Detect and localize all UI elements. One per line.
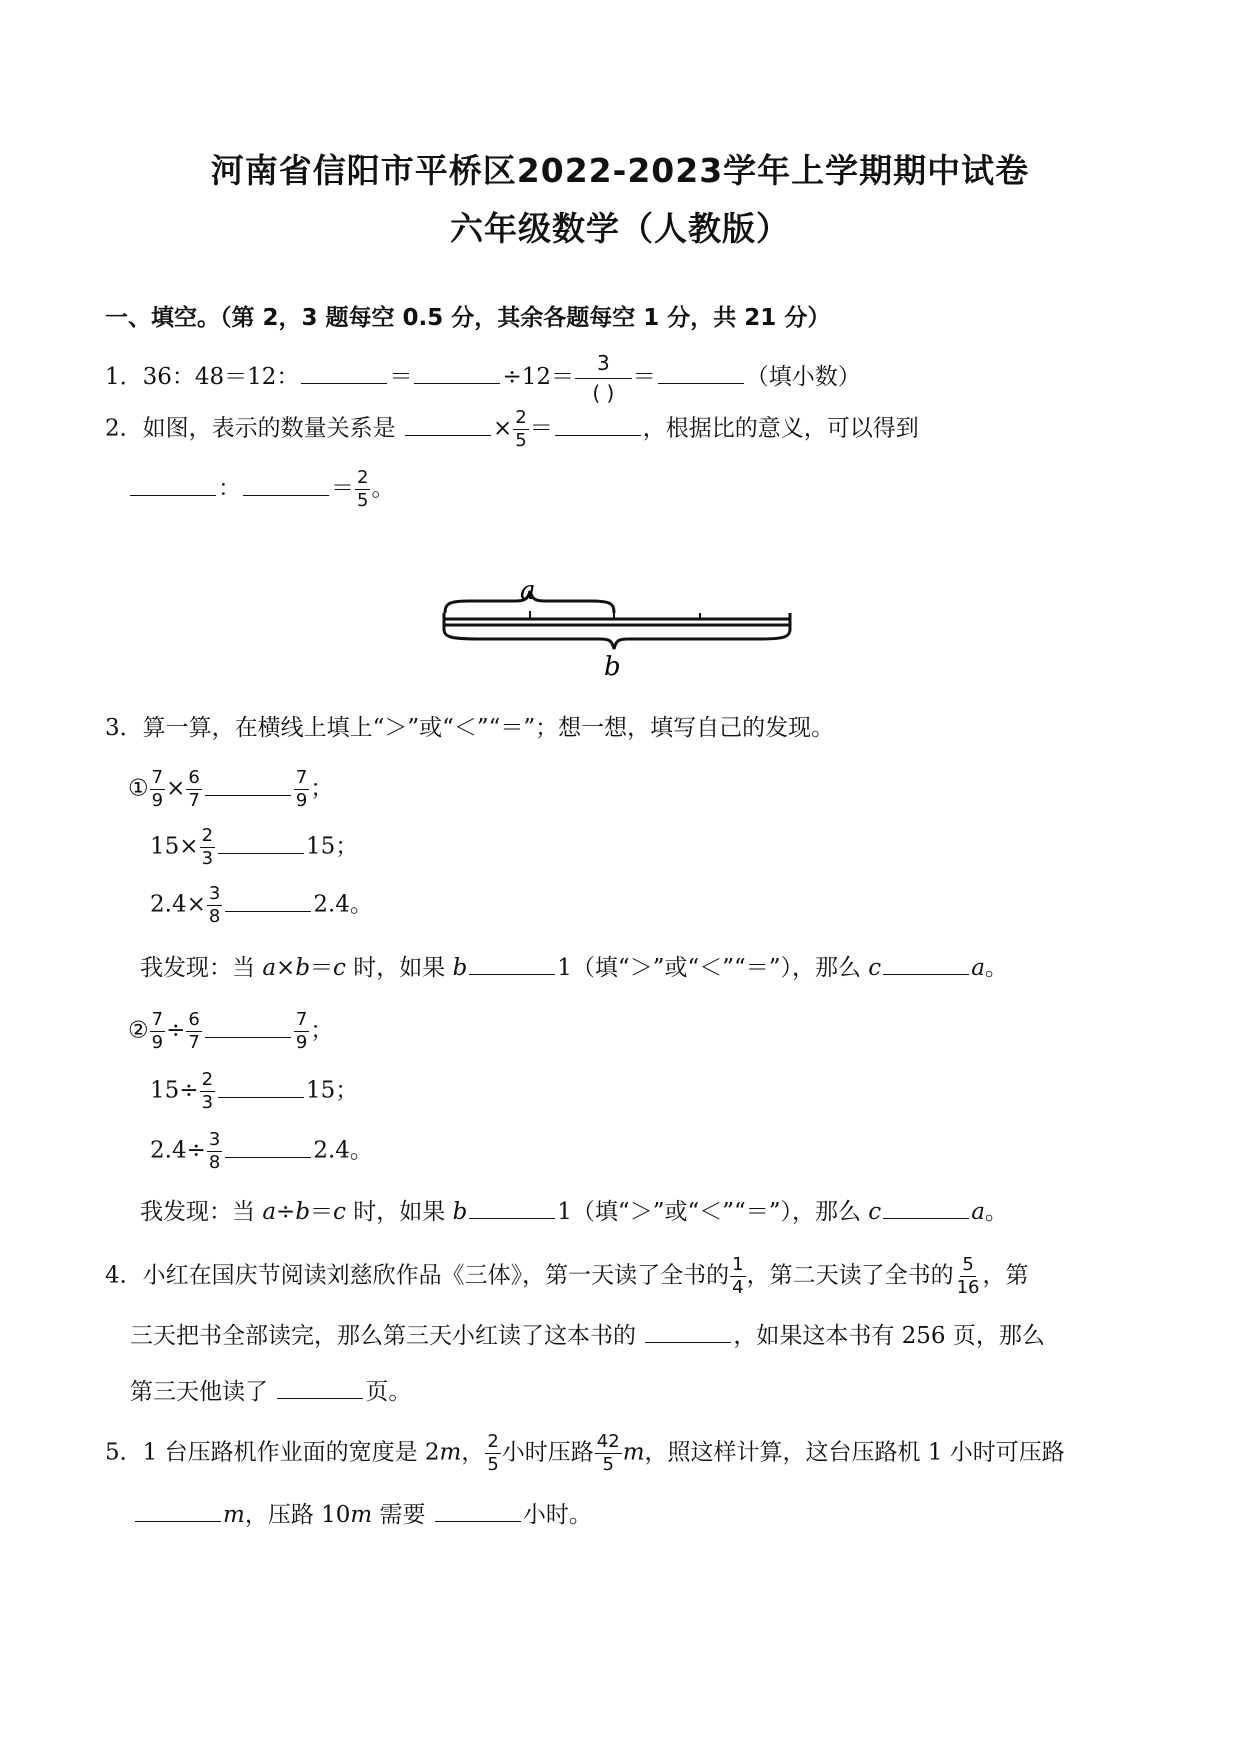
times-sign: × <box>276 955 296 981</box>
q3-r3-blank[interactable] <box>225 885 311 912</box>
frac-num: 7 <box>295 767 308 788</box>
q3-r6-frac <box>207 1130 222 1173</box>
q4-blank-1[interactable] <box>645 1316 731 1343</box>
frac-num: 3 <box>208 1129 221 1150</box>
q3-r1-frac-b <box>186 768 201 811</box>
div-sign: ÷ <box>179 1077 199 1104</box>
var-c: c <box>333 955 346 981</box>
frac-num: 1 <box>732 1254 744 1275</box>
q4-line2-text-a: 三天把书全部读完，那么第三天小红读了这本书的 <box>130 1323 636 1349</box>
q5-line2-text-c: 小时。 <box>522 1502 592 1528</box>
q3-r5-blank[interactable] <box>218 1071 304 1098</box>
q2-line2-end: 。 <box>371 475 395 502</box>
finding-when: 时，如果 <box>345 1199 453 1225</box>
number-15: 15 <box>306 1077 336 1104</box>
frac-den: 3 <box>201 848 214 869</box>
q4-line2-text-b: ，如果这本书有 256 页，那么 <box>733 1323 1045 1349</box>
q3-r4-frac-a <box>150 1010 165 1053</box>
frac-num: 6 <box>188 1009 200 1030</box>
frac-num: 2 <box>201 1069 214 1090</box>
q1-lead: 1．36：48＝12： <box>105 364 300 390</box>
q3-r2-frac <box>200 826 215 869</box>
q3-r1-frac-c <box>294 768 309 811</box>
finding-when: 时，如果 <box>345 955 453 981</box>
section-heading: 一、填空。（第 2，3 题每空 0.5 分，其余各题每空 1 分，共 21 分） <box>105 305 831 331</box>
semicolon: ； <box>310 775 334 802</box>
question-5 <box>105 1432 1065 1475</box>
q4-line1-text-a: 4．小红在国庆节阅读刘慈欣作品《三体》，第一天读了全书的 <box>105 1262 730 1289</box>
q4-frac-5-16 <box>955 1255 982 1298</box>
q2-line2-frac-den: 5 <box>357 490 369 511</box>
unit-m: m <box>622 1439 645 1466</box>
q3-finding2-blank-1[interactable] <box>469 1192 555 1219</box>
q3-finding2-blank-2[interactable] <box>883 1192 969 1219</box>
q3-finding-1 <box>140 948 1008 986</box>
segment-diagram <box>440 585 800 685</box>
frac-num: 2 <box>487 1431 499 1452</box>
frac-den: 5 <box>487 1454 499 1475</box>
q1-blank-2[interactable] <box>414 357 500 384</box>
div-sign: ÷ <box>276 1199 296 1225</box>
q4-frac-1-4 <box>730 1255 745 1298</box>
q2-blank-1[interactable] <box>405 409 491 436</box>
q3-finding1-blank-1[interactable] <box>469 948 555 975</box>
frac-den: 7 <box>188 790 200 811</box>
q2-fraction <box>513 408 528 451</box>
q3-part1-mark: ① <box>128 775 149 802</box>
q1-blank-3[interactable] <box>658 357 744 384</box>
q2-eq: ＝ <box>529 415 553 442</box>
finding-lead: 我发现：当 <box>140 955 263 981</box>
var-b: b <box>295 955 311 981</box>
q4-blank-2[interactable] <box>277 1372 363 1399</box>
q3-r1-blank[interactable] <box>205 769 291 796</box>
q3-part2-row3 <box>150 1130 373 1173</box>
q1-frac-num: 3 <box>575 350 632 379</box>
question-1 <box>105 350 861 406</box>
q2-line2-eq: ＝ <box>331 475 354 502</box>
brace-b <box>444 629 790 649</box>
q4-line3-text-b: 页。 <box>365 1379 412 1405</box>
q1-eq1: ＝ <box>389 364 413 390</box>
frac-num: 7 <box>151 1009 164 1030</box>
frac-den: 9 <box>295 1032 308 1053</box>
var-c: c <box>868 1199 882 1225</box>
q3-finding1-blank-2[interactable] <box>883 948 969 975</box>
var-c: c <box>868 955 882 981</box>
frac-num: 6 <box>188 767 200 788</box>
times-sign: × <box>166 775 186 802</box>
period: 。 <box>984 955 1008 981</box>
frac-den: 9 <box>151 1032 164 1053</box>
q1-tail: （填小数） <box>745 364 861 390</box>
equals-sign: ＝ <box>310 1199 334 1225</box>
q3-r4-blank[interactable] <box>205 1011 291 1038</box>
question-2-line2 <box>128 468 394 511</box>
times-sign: × <box>179 833 199 860</box>
q2-frac-num: 2 <box>515 407 527 428</box>
number-15: 15 <box>306 833 336 860</box>
q1-frac-den[interactable]: ( ) <box>592 381 615 405</box>
q3-part2-mark: ② <box>128 1017 149 1044</box>
q3-r3-frac <box>207 884 222 927</box>
q3-r2-blank[interactable] <box>218 827 304 854</box>
number-2-4: 2.4 <box>150 1137 187 1164</box>
page-subtitle: 六年级数学（人教版） <box>450 209 790 248</box>
var-a: a <box>262 1199 277 1225</box>
frac-num: 5 <box>962 1254 974 1275</box>
q3-part2-row2 <box>150 1070 358 1113</box>
q5-frac-42-5 <box>595 1432 622 1475</box>
question-5-line2 <box>133 1495 592 1533</box>
q1-blank-1[interactable] <box>301 357 387 384</box>
unit-m: m <box>439 1439 462 1466</box>
div-sign: ÷ <box>186 1137 206 1164</box>
var-a: a <box>971 955 985 981</box>
q3-part1-row2 <box>150 826 358 869</box>
q1-fraction <box>575 350 632 406</box>
q5-blank-2[interactable] <box>435 1495 521 1522</box>
frac-den: 3 <box>201 1092 214 1113</box>
q3-r5-frac <box>200 1070 215 1113</box>
semicolon: ； <box>335 833 359 860</box>
frac-den: 8 <box>208 1152 221 1173</box>
frac-num: 7 <box>295 1009 308 1030</box>
frac-num: 42 <box>596 1431 620 1452</box>
q4-line3-text-a: 第三天他读了 <box>130 1379 268 1405</box>
period: 。 <box>349 1137 373 1164</box>
var-b: b <box>295 1199 311 1225</box>
semicolon: ； <box>310 1017 334 1044</box>
equals-sign: ＝ <box>310 955 334 981</box>
q3-part1-row3 <box>150 884 373 927</box>
q3-r4-frac-c <box>294 1010 309 1053</box>
var-c: c <box>333 1199 346 1225</box>
var-b: b <box>452 955 468 981</box>
q3-r4-frac-b <box>186 1010 201 1053</box>
number-15: 15 <box>150 1077 180 1104</box>
q5-line1-text-b: 小时压路 <box>501 1439 594 1466</box>
finding-lead: 我发现：当 <box>140 1199 263 1225</box>
q3-part2-row1 <box>128 1010 333 1053</box>
q2-line2-frac-num: 2 <box>357 467 369 488</box>
q2-times: × <box>492 415 513 442</box>
q5-line2-text-b: 需要 <box>372 1502 426 1528</box>
q3-r1-frac-a <box>150 768 165 811</box>
finding-mid: 1（填“＞”或“＜”“＝”），那么 <box>557 955 869 981</box>
q5-line1-text-c: ，照这样计算，这台压路机 1 小时可压路 <box>644 1439 1065 1466</box>
question-4-line2 <box>130 1316 1045 1354</box>
number-15: 15 <box>150 833 180 860</box>
frac-den: 7 <box>188 1032 200 1053</box>
q2-line2-fraction <box>355 468 370 511</box>
q3-finding-2 <box>140 1192 1008 1230</box>
label-b: b <box>604 652 621 682</box>
question-4 <box>105 1255 1029 1298</box>
div-sign: ÷ <box>166 1017 186 1044</box>
number-2-4: 2.4 <box>313 1137 350 1164</box>
var-a: a <box>262 955 277 981</box>
q5-frac-2-5 <box>485 1432 500 1475</box>
frac-den: 5 <box>602 1454 614 1475</box>
label-a: a <box>520 585 536 606</box>
q2-lead: 2．如图，表示的数量关系是 <box>105 415 396 442</box>
q5-line2-text-a: ，压路 10 <box>244 1502 351 1528</box>
q1-eq2: ＝ <box>632 364 656 390</box>
frac-den: 16 <box>956 1277 980 1298</box>
q4-line1-text-b: ，第二天读了全书的 <box>746 1262 954 1289</box>
times-sign: × <box>186 891 206 918</box>
var-b: b <box>452 1199 468 1225</box>
q1-div: ÷12＝ <box>502 364 574 390</box>
var-a: a <box>971 1199 985 1225</box>
frac-den: 8 <box>208 906 221 927</box>
question-3: 3．算一算，在横线上填上“＞”或“＜”“＝”；想一想，填写自己的发现。 <box>105 715 835 741</box>
unit-m: m <box>223 1502 245 1528</box>
q2-blank-4[interactable] <box>243 469 329 496</box>
question-2 <box>105 408 919 451</box>
frac-den: 9 <box>295 790 308 811</box>
page-title: 河南省信阳市平桥区2022-2023学年上学期期中试卷 <box>210 151 1030 190</box>
number-2-4: 2.4 <box>150 891 187 918</box>
q3-part1-row1 <box>128 768 333 811</box>
period: 。 <box>984 1199 1008 1225</box>
frac-num: 7 <box>151 767 164 788</box>
comma: ， <box>461 1439 485 1466</box>
frac-den: 4 <box>732 1277 744 1298</box>
q4-line1-text-c: ，第 <box>982 1262 1029 1289</box>
frac-den: 9 <box>151 790 164 811</box>
semicolon: ； <box>335 1077 359 1104</box>
frac-num: 3 <box>208 883 221 904</box>
frac-num: 2 <box>201 825 214 846</box>
q2-blank-2[interactable] <box>555 409 641 436</box>
q2-frac-den: 5 <box>515 430 527 451</box>
q2-tail: ，根据比的意义，可以得到 <box>642 415 919 442</box>
q2-blank-3[interactable] <box>130 469 216 496</box>
period: 。 <box>349 891 373 918</box>
unit-m: m <box>350 1502 373 1528</box>
q5-blank-1[interactable] <box>135 1495 221 1522</box>
q3-r6-blank[interactable] <box>225 1131 311 1158</box>
q2-colon: ： <box>218 475 241 502</box>
number-2-4: 2.4 <box>313 891 350 918</box>
q5-line1-text-a: 5．1 台压路机作业面的宽度是 2 <box>105 1439 440 1466</box>
question-4-line3 <box>130 1372 411 1410</box>
finding-mid: 1（填“＞”或“＜”“＝”），那么 <box>557 1199 869 1225</box>
